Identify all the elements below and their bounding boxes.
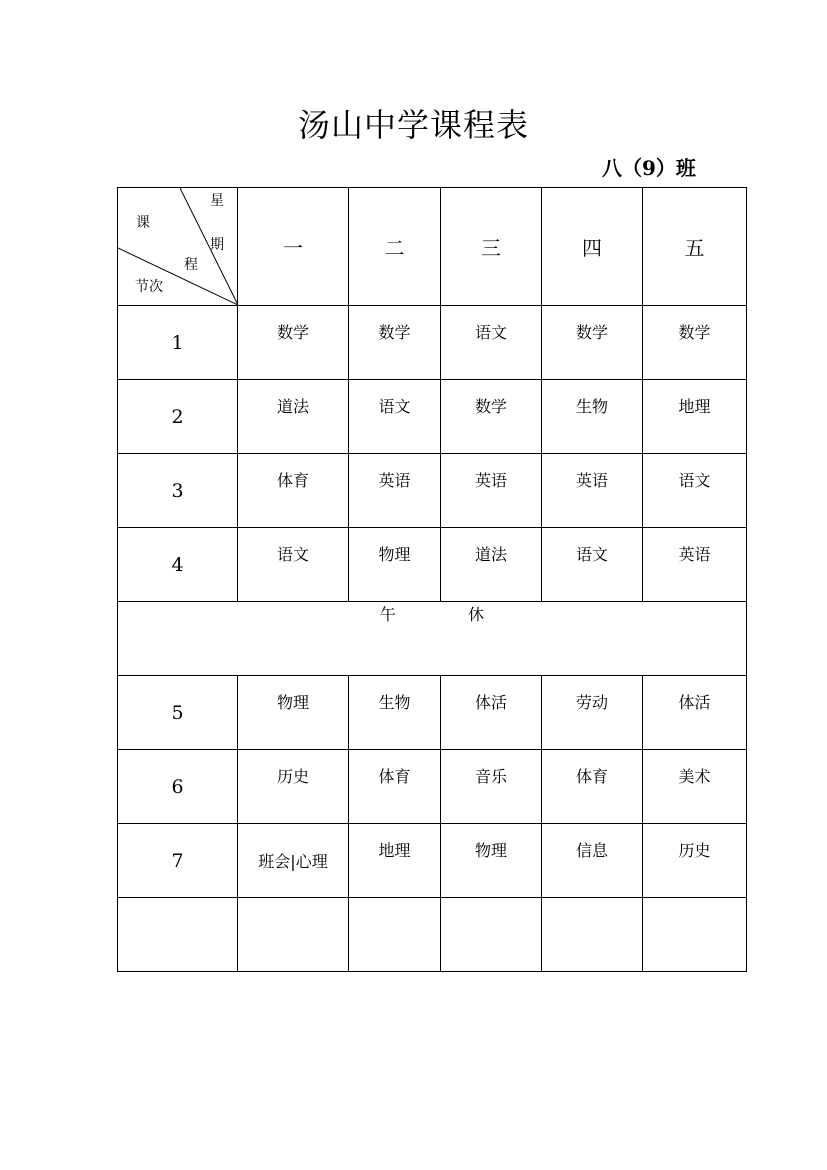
- schedule-table: [117, 187, 747, 972]
- subject-cell: [349, 750, 441, 824]
- subject-label: 语文: [678, 471, 711, 490]
- subject-cell: [542, 898, 643, 972]
- subject-label: 体活: [678, 693, 711, 712]
- subject-label: 美术: [678, 767, 711, 786]
- corner-label-xing: 星: [210, 193, 224, 209]
- day-header-2: 二: [349, 188, 441, 306]
- subject-cell: [441, 676, 542, 750]
- subject-label: 道法: [276, 397, 309, 416]
- period-number: 2: [118, 380, 238, 454]
- subject-cell: [238, 306, 349, 380]
- period-number: 4: [118, 528, 238, 602]
- corner-label-jieci: 节次: [135, 279, 163, 295]
- class-label: 八（9）班: [602, 156, 696, 180]
- subject-label: 地理: [378, 841, 411, 860]
- subject-label: 语文: [378, 397, 411, 416]
- subject-label: 数学: [474, 397, 507, 416]
- subject-cell: [349, 528, 441, 602]
- subject-cell: [542, 750, 643, 824]
- subject-label: 英语: [378, 471, 411, 490]
- subject-label: 物理: [276, 693, 309, 712]
- subject-cell: [238, 528, 349, 602]
- subject-cell: [238, 824, 349, 898]
- subject-cell: [643, 898, 747, 972]
- subject-label: 数学: [378, 323, 411, 342]
- subject-label: 物理: [474, 841, 507, 860]
- day-header-1: 一: [238, 188, 349, 306]
- subject-cell: [238, 750, 349, 824]
- noon-label-right: 休: [468, 605, 485, 624]
- corner-label-qi: 期: [210, 237, 224, 253]
- table-row: [118, 750, 747, 824]
- corner-label-cheng: 程: [184, 257, 198, 273]
- subject-label: 英语: [678, 545, 711, 564]
- subject-label: 地理: [678, 397, 711, 416]
- subject-cell: [542, 454, 643, 528]
- subject-cell: [542, 824, 643, 898]
- subject-label: 体活: [474, 693, 507, 712]
- subject-cell: [643, 676, 747, 750]
- subject-cell: [441, 380, 542, 454]
- subject-label: 信息: [575, 841, 608, 860]
- table-row: [118, 454, 747, 528]
- subject-cell: [542, 528, 643, 602]
- subject-cell: [643, 306, 747, 380]
- subject-cell: [238, 380, 349, 454]
- subject-cell: [441, 306, 542, 380]
- subject-cell: [349, 824, 441, 898]
- subject-cell: [441, 750, 542, 824]
- subject-cell: [349, 380, 441, 454]
- subject-label: 语文: [575, 545, 608, 564]
- subject-label: 英语: [474, 471, 507, 490]
- table-row: [118, 824, 747, 898]
- subject-label: 英语: [575, 471, 608, 490]
- day-header-4: 四: [542, 188, 643, 306]
- subject-label: 体育: [378, 767, 411, 786]
- subject-label: 语文: [474, 323, 507, 342]
- period-number: 3: [118, 454, 238, 528]
- subject-label: 物理: [378, 545, 411, 564]
- subject-label: 数学: [276, 323, 309, 342]
- noon-label-left: 午: [379, 605, 396, 624]
- subject-cell: [643, 750, 747, 824]
- table-row: [118, 380, 747, 454]
- subject-label: 历史: [276, 767, 309, 786]
- subject-label: 语文: [276, 545, 309, 564]
- subject-cell: [349, 306, 441, 380]
- day-header-5: 五: [643, 188, 747, 306]
- subject-cell: [542, 306, 643, 380]
- subject-cell: [441, 454, 542, 528]
- subject-cell: [441, 898, 542, 972]
- subject-label: 劳动: [575, 693, 608, 712]
- period-number: 6: [118, 750, 238, 824]
- subject-label: 生物: [575, 397, 608, 416]
- subject-cell: [238, 454, 349, 528]
- subject-cell: [643, 528, 747, 602]
- period-number: 5: [118, 676, 238, 750]
- period-number: 1: [118, 306, 238, 380]
- noon-break-row: [118, 602, 747, 676]
- subject-cell: [643, 380, 747, 454]
- subject-cell: [349, 676, 441, 750]
- subject-cell: [542, 380, 643, 454]
- corner-cell: [118, 188, 238, 306]
- subject-cell: [238, 898, 349, 972]
- period-number: 7: [118, 824, 238, 898]
- subject-cell: [441, 824, 542, 898]
- day-header-3: 三: [441, 188, 542, 306]
- page-title: 汤山中学课程表: [297, 106, 529, 144]
- subject-label: 道法: [474, 545, 507, 564]
- subject-label: 历史: [678, 841, 711, 860]
- corner-label-ke: 课: [136, 215, 150, 231]
- subject-label: 音乐: [474, 767, 507, 786]
- table-row: [118, 528, 747, 602]
- subject-cell: [349, 898, 441, 972]
- subject-cell: [542, 676, 643, 750]
- subject-label: 体育: [276, 471, 309, 490]
- subject-cell: [643, 454, 747, 528]
- table-row: [118, 676, 747, 750]
- subject-label: 数学: [575, 323, 608, 342]
- subject-label: 体育: [575, 767, 608, 786]
- subject-cell: [643, 824, 747, 898]
- header-row: [118, 188, 747, 306]
- table-row: [118, 306, 747, 380]
- subject-label: 班会|心理: [258, 852, 328, 871]
- noon-break-cell: [118, 602, 747, 676]
- subject-label: 生物: [378, 693, 411, 712]
- period-number: [118, 898, 238, 972]
- table-row: [118, 898, 747, 972]
- subject-cell: [238, 676, 349, 750]
- subject-label: 数学: [678, 323, 711, 342]
- subject-cell: [349, 454, 441, 528]
- subject-cell: [441, 528, 542, 602]
